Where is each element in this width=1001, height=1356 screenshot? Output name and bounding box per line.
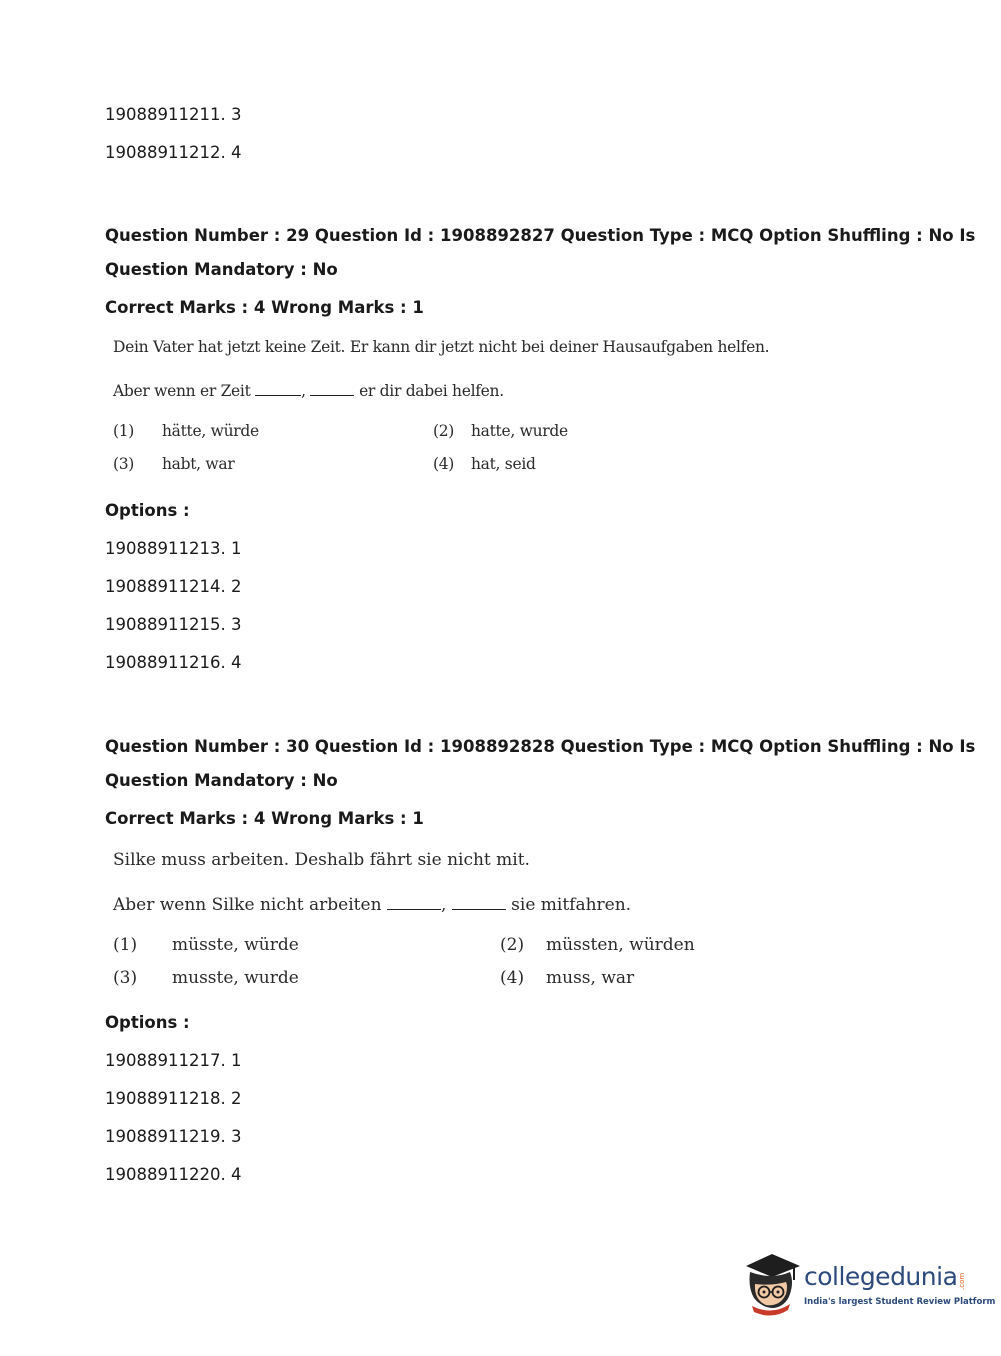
q30-marks: Correct Marks : 4 Wrong Marks : 1 xyxy=(105,809,424,828)
blank-line xyxy=(452,897,506,910)
q29-choice-text: hätte, würde xyxy=(162,422,259,440)
option-line: 19088911219. 3 xyxy=(105,1127,242,1146)
q30-choice-text: müsste, würde xyxy=(172,935,299,955)
q29-header-line1: Question Number : 29 Question Id : 1908892827 Question Type : MCQ Option Shuffling : No Is xyxy=(105,226,976,245)
q30-choice-num: (4) xyxy=(500,968,525,988)
q30-prompt-end: sie mitfahren. xyxy=(511,895,632,915)
option-line: 19088911217. 1 xyxy=(105,1051,242,1070)
q30-choice-num: (3) xyxy=(113,968,138,988)
q30-header-line1: Question Number : 30 Question Id : 1908892828 Question Type : MCQ Option Shuffling : No Is xyxy=(105,737,976,756)
brand-dotcom: .com xyxy=(958,1272,966,1290)
q29-stem: Dein Vater hat jetzt keine Zeit. Er kann dir jetzt nicht bei deiner Hausaufgaben helfen. xyxy=(113,338,770,356)
q29-header-line2: Question Mandatory : No xyxy=(105,260,338,279)
brand-tagline: India's largest Student Review Platform xyxy=(804,1297,996,1307)
prompt-separator: , xyxy=(440,895,447,915)
q29-choice-num: (3) xyxy=(113,455,135,473)
q30-prompt-start: Aber wenn Silke nicht arbeiten xyxy=(113,895,382,915)
option-line: 19088911218. 2 xyxy=(105,1089,242,1108)
q29-marks: Correct Marks : 4 Wrong Marks : 1 xyxy=(105,298,424,317)
option-line: 19088911212. 4 xyxy=(105,143,242,162)
prompt-separator: , xyxy=(301,382,306,400)
q30-choice-text: müssten, würden xyxy=(546,935,695,955)
q29-prompt-start: Aber wenn er Zeit xyxy=(113,382,251,400)
q29-prompt xyxy=(113,382,504,400)
q30-choice-num: (2) xyxy=(500,935,525,955)
q30-header-line2: Question Mandatory : No xyxy=(105,771,338,790)
brand-name: collegedunia xyxy=(804,1262,958,1291)
blank-line xyxy=(310,383,354,396)
option-line: 19088911215. 3 xyxy=(105,615,242,634)
blank-line xyxy=(255,383,301,396)
blank-line xyxy=(387,897,441,910)
option-line: 19088911214. 2 xyxy=(105,577,242,596)
q30-stem: Silke muss arbeiten. Deshalb fährt sie nicht mit. xyxy=(113,850,530,870)
option-line: 19088911220. 4 xyxy=(105,1165,242,1184)
q29-choice-num: (2) xyxy=(433,422,455,440)
q29-choice-text: habt, war xyxy=(162,455,235,473)
option-line: 19088911211. 3 xyxy=(105,105,242,124)
q30-choice-text: muss, war xyxy=(546,968,635,988)
q30-choice-num: (1) xyxy=(113,935,138,955)
q29-prompt-end: er dir dabei helfen. xyxy=(359,382,504,400)
option-line: 19088911216. 4 xyxy=(105,653,242,672)
q29-choice-text: hatte, wurde xyxy=(471,422,568,440)
q29-options-label: Options : xyxy=(105,501,190,520)
q30-choice-text: musste, wurde xyxy=(172,968,299,988)
mascot-logo-icon xyxy=(742,1250,804,1318)
q30-options-label: Options : xyxy=(105,1013,190,1032)
q29-choice-text: hat, seid xyxy=(471,455,536,473)
q30-prompt xyxy=(113,895,631,915)
q29-choice-num: (1) xyxy=(113,422,135,440)
q29-choice-num: (4) xyxy=(433,455,455,473)
option-line: 19088911213. 1 xyxy=(105,539,242,558)
